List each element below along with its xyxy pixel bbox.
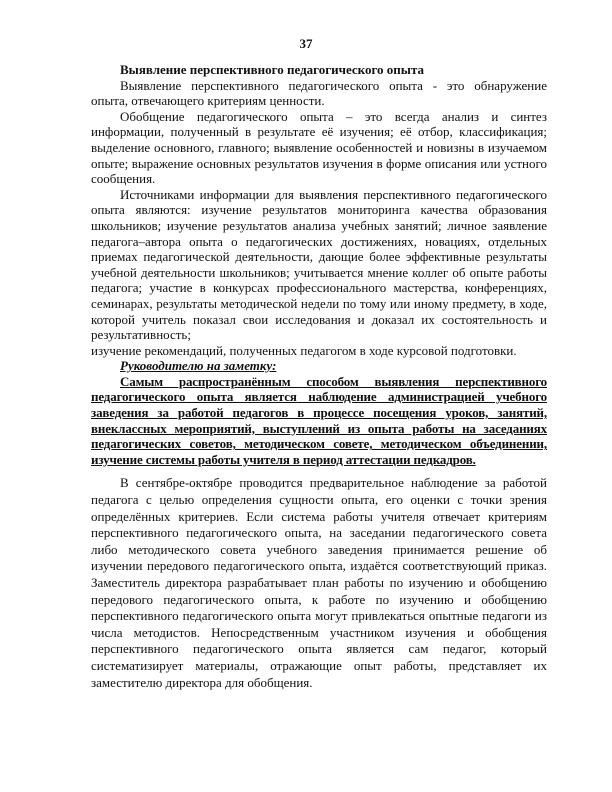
paragraph-procedure: В сентябре-октябре проводится предварительное наблюдение за работой педагога с целью определения сущности опыта, его оценки с точки зрения определённых критериев. Если система работы учителя отвечает критериям перспективного педагогического опыта, на заседании педагогического совета либо методического совета учебного заведения принимается решение об изучении передового педагогического опыта, издаётся соответствующий приказ. Заместитель директора разрабатывает план работы по изучению и обобщению передового педагогического опыта, к работе по изучению и обобщению перспективного педагогического опыта могут привлекаться опытные педагоги из числа методистов. Непосредственным участником изучения и обобщения перспективного педагогического опыта является сам педагог, который систематизирует материалы, отражающие опыт работы, представляет их заместителю директора для обобщения. <box>91 475 547 690</box>
paragraph-sources: Источниками информации для выявления перспективного педагогического опыта являются: изучение результатов мониторинга качества образования школьников; изучение результатов анализа учебных занятий; личное заявление педагога–автора опыта о педагогических достижениях, новациях, отдельных приемах педагогической деятельности, дающие более эффективные результаты учебной деятельности школьников; учитывается мнение коллег об опыте работы педагога; участие в конкурсах профессионального мастерства, конференциях, семинарах, результаты методической недели по тому или иному предмету, в ходе, которой учитель показал свои исследования и доказал их состоятельность и результативность; <box>91 186 547 343</box>
page-number: 37 <box>299 36 313 51</box>
callout-title: Руководителю на заметку: <box>120 358 277 374</box>
section-heading: Выявление перспективного педагогического опыта <box>120 62 424 77</box>
paragraph-definition: Выявление перспективного педагогического опыта - это обнаружение опыта, отвечающего критериям ценности. <box>91 77 547 109</box>
callout-text: Самым распространённым способом выявления перспективного педагогического опыта является наблюдение администрацией учебного заведения за работой педагогов в процессе посещения уроков, занятий, внеклассных мероприятий, выступлений из опыта работы на заседаниях педагогических советов, методическом совете, методическом объединении, изучение системы работы учителя в период аттестации педкадров. <box>91 373 547 467</box>
paragraph-generalization: Обобщение педагогического опыта – это всегда анализ и синтез информации, полученный в результате её изучения; её отбор, классификация; выделение основного, главного; выявление особенностей и новизны в изучаемом опыте; выражение основных результатов изучения в форме описания или устного сообщения. <box>91 108 547 187</box>
paragraph-recommendations: изучение рекомендаций, полученных педагогом в ходе курсовой подготовки. <box>91 342 517 358</box>
page-content <box>91 62 547 691</box>
